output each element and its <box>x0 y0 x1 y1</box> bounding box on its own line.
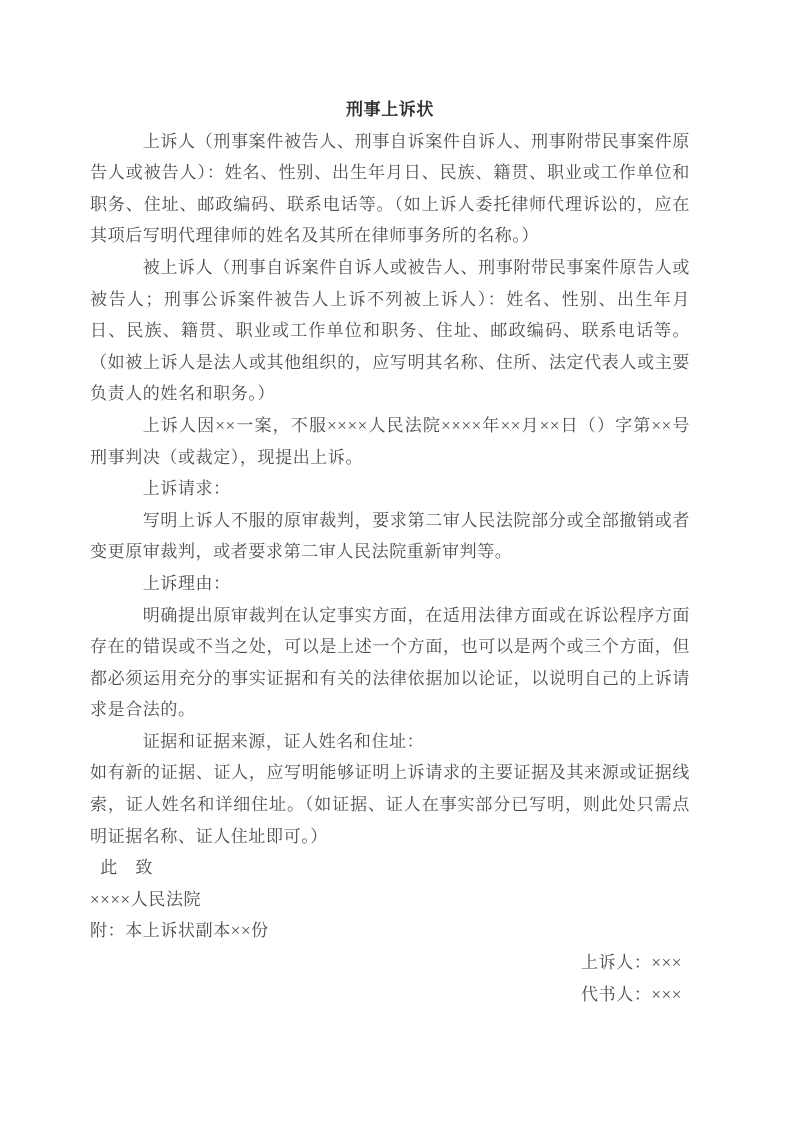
document-title <box>90 94 690 126</box>
heading-evidence: 证据和证据来源，证人姓名和住址： <box>142 731 425 751</box>
paragraph-appeal-reason-note: 明确提出原审裁判在认定事实方面，在适用法律方面或在诉讼程序方面存在的错误或不当之处，可以是上述一个方面，也可以是两个或三个方面，但都必须运用充分的事实证据和有关的法律依据加以论证，以说明自己的上诉请求是合法的。 <box>90 605 690 720</box>
closing-salute: 此 致 <box>100 858 153 878</box>
paragraph-appellee: 被上诉人（刑事自诉案件自诉人或被告人、刑事附带民事案件原告人或被告人；刑事公诉案件被告人上诉不列被上诉人）：姓名、性别、出生年月日、民族、籍贯、职业或工作单位和职务、住址、邮政编码、联系电话等。（如被上诉人是法人或其他组织的，应写明其名称、住所、法定代表人或主要负责人的姓名和职务。） <box>90 257 690 404</box>
paragraph-appellant: 上诉人（刑事案件被告人、刑事自诉案件自诉人、刑事附带民事案件原告人或被告人）：姓名、性别、出生年月日、民族、籍贯、职业或工作单位和职务、住址、邮政编码、联系电话等。（如上诉人委托律师代理诉讼的，应在其项后写明代理律师的姓名及其所在律师事务所的名称。） <box>90 131 690 246</box>
heading-appeal-request: 上诉请求： <box>142 479 231 499</box>
closing-attachment: 附：本上诉状副本××份 <box>90 921 269 941</box>
signature-appellant: 上诉人：××× <box>581 953 682 973</box>
heading-appeal-reason: 上诉理由： <box>142 573 231 593</box>
paragraph-appeal-request-note: 写明上诉人不服的原审裁判，要求第二审人民法院部分或全部撤销或者变更原审裁判，或者要求第二审人民法院重新审判等。 <box>90 510 690 562</box>
signature-scribe: 代书人：××× <box>581 984 682 1004</box>
closing-court: ××××人民法院 <box>90 889 202 909</box>
paragraph-case-statement: 上诉人因××一案，不服××××人民法院××××年××月××日（）字第××号刑事判决（或裁定），现提出上诉。 <box>90 415 690 467</box>
paragraph-evidence-note: 如有新的证据、证人，应写明能够证明上诉请求的主要证据及其来源或证据线索，证人姓名和详细住址。（如证据、证人在事实部分已写明，则此处只需点明证据名称、证人住址即可。） <box>90 763 690 846</box>
document-title-text: 刑事上诉状 <box>346 100 434 119</box>
